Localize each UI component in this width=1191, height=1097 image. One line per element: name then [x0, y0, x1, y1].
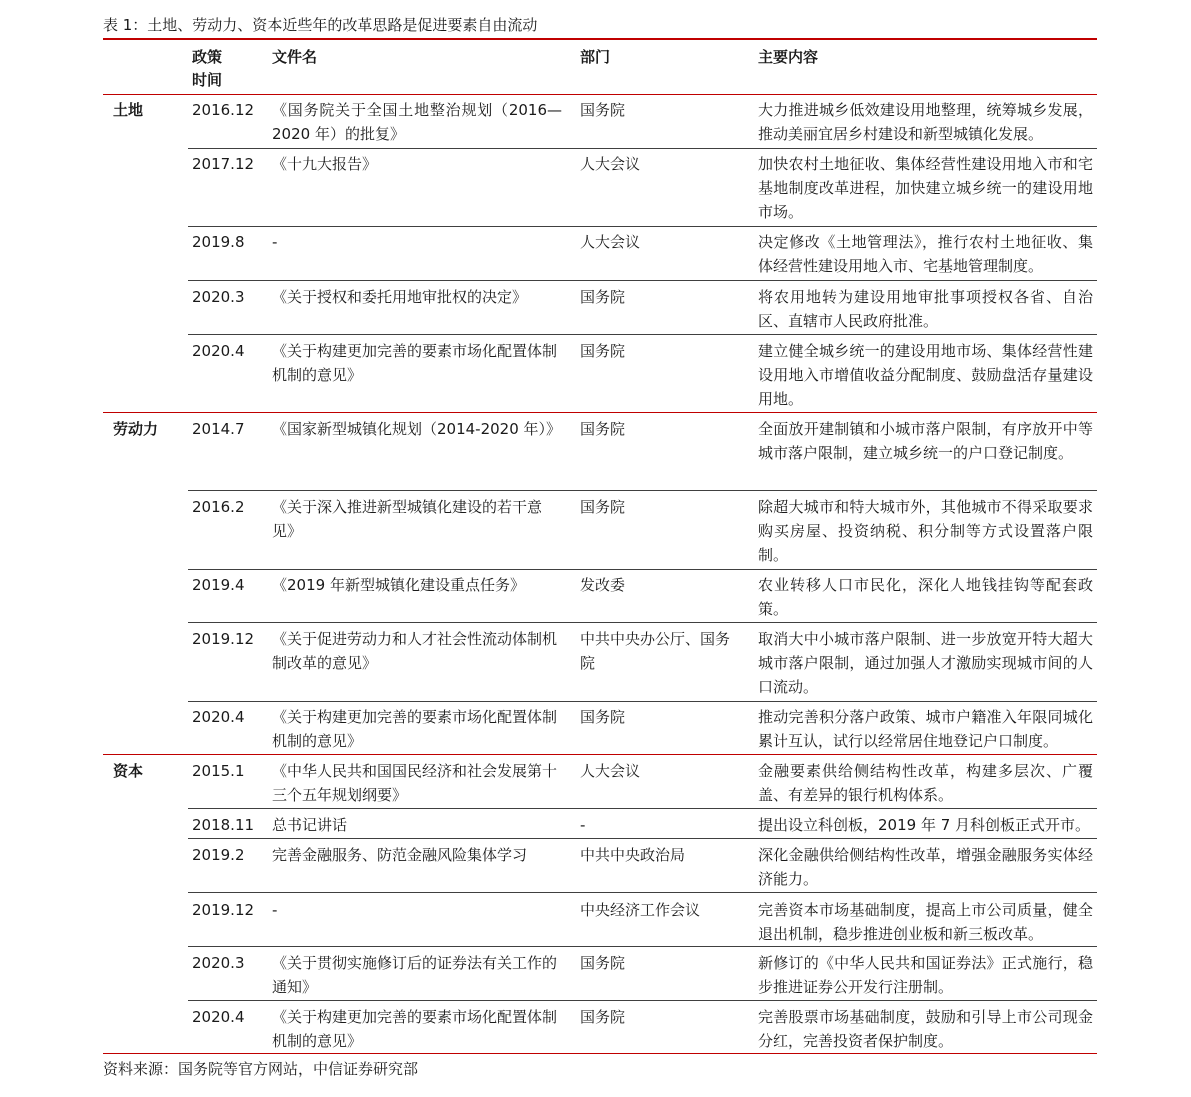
row-dept: 国务院	[580, 498, 626, 516]
row-separator	[188, 838, 1097, 839]
row-separator	[188, 148, 1097, 149]
table-caption: 表 1：土地、劳动力、资本近些年的改革思路是促进要素自由流动	[103, 16, 538, 34]
row-content: 取消大中小城市落户限制、进一步放宽开特大超大城市落户限制，通过加强人才激励实现城市间的人口流动。	[758, 630, 1093, 696]
row-dept: 中央经济工作会议	[580, 901, 701, 919]
row-separator	[188, 226, 1097, 227]
row-dept: 人大会议	[580, 762, 641, 780]
row-date: 2019.2	[192, 846, 245, 864]
header-time-line1: 政策	[192, 48, 223, 66]
header-file: 文件名	[272, 48, 318, 66]
row-file: 《关于授权和委托用地审批权的决定》	[272, 288, 528, 306]
row-date: 2020.3	[192, 288, 245, 306]
row-content: 新修订的《中华人民共和国证券法》正式施行，稳步推进证券公开发行注册制。	[758, 954, 1093, 996]
row-dept: 中共中央政治局	[580, 846, 686, 864]
category-land: 土地	[113, 101, 144, 119]
row-date: 2020.4	[192, 342, 245, 360]
row-content: 大力推进城乡低效建设用地整理，统筹城乡发展，推动美丽宜居乡村建设和新型城镇化发展。	[758, 101, 1093, 143]
row-content: 建立健全城乡统一的建设用地市场、集体经营性建设用地入市增值收益分配制度、鼓励盘活存量建设用地。	[758, 342, 1093, 408]
row-dept: 国务院	[580, 342, 626, 360]
row-file: 《十九大报告》	[272, 155, 378, 173]
row-date: 2016.2	[192, 498, 245, 516]
row-content: 决定修改《土地管理法》，推行农村土地征收、集体经营性建设用地入市、宅基地管理制度。	[758, 233, 1093, 275]
top-rule	[103, 38, 1097, 40]
row-content: 推动完善积分落户政策、城市户籍准入年限同城化累计互认，试行以经常居住地登记户口制度。	[758, 708, 1093, 750]
source-note: 资料来源：国务院等官方网站，中信证券研究部	[103, 1060, 419, 1078]
header-separator	[103, 94, 1097, 95]
row-date: 2019.12	[192, 630, 255, 648]
row-date: 2020.3	[192, 954, 245, 972]
header-time-line2: 时间	[192, 71, 223, 89]
row-separator	[188, 701, 1097, 702]
row-file: 《国务院关于全国土地整治规划（2016—2020 年）的批复》	[272, 101, 562, 143]
row-content: 完善股票市场基础制度，鼓励和引导上市公司现金分红，完善投资者保护制度。	[758, 1008, 1093, 1050]
row-date: 2014.7	[192, 420, 245, 438]
row-dept: 人大会议	[580, 155, 641, 173]
row-file: 《关于促进劳动力和人才社会性流动体制机制改革的意见》	[272, 630, 558, 672]
row-file: 《关于贯彻实施修订后的证券法有关工作的通知》	[272, 954, 558, 996]
row-dept: 中共中央办公厅、国务院	[580, 630, 731, 672]
row-file: 《国家新型城镇化规划（2014-2020 年）》	[272, 420, 562, 438]
row-dept: 国务院	[580, 708, 626, 726]
row-dept: 国务院	[580, 1008, 626, 1026]
row-date: 2016.12	[192, 101, 255, 119]
row-separator	[188, 490, 1097, 491]
row-content: 将农用地转为建设用地审批事项授权各省、自治区、直辖市人民政府批准。	[758, 288, 1093, 330]
section-separator	[103, 754, 1097, 755]
row-file: 《关于构建更加完善的要素市场化配置体制机制的意见》	[272, 1008, 558, 1050]
row-file: 完善金融服务、防范金融风险集体学习	[272, 846, 528, 864]
category-labor: 劳动力	[113, 420, 159, 438]
row-separator	[188, 1000, 1097, 1001]
row-dept: 国务院	[580, 288, 626, 306]
row-file: 总书记讲话	[272, 816, 348, 834]
bottom-rule	[103, 1053, 1097, 1054]
row-content: 金融要素供给侧结构性改革，构建多层次、广覆盖、有差异的银行机构体系。	[758, 762, 1093, 804]
header-dept: 部门	[580, 48, 611, 66]
row-file: 《关于构建更加完善的要素市场化配置体制机制的意见》	[272, 708, 558, 750]
row-date: 2017.12	[192, 155, 255, 173]
row-separator	[188, 622, 1097, 623]
row-separator	[188, 808, 1097, 809]
row-dept: -	[580, 816, 586, 834]
row-content: 除超大城市和特大城市外，其他城市不得采取要求购买房屋、投资纳税、积分制等方式设置落户限制。	[758, 498, 1093, 564]
row-date: 2020.4	[192, 708, 245, 726]
row-separator	[188, 569, 1097, 570]
section-separator	[103, 412, 1097, 413]
row-content: 提出设立科创板，2019 年 7 月科创板正式开市。	[758, 816, 1091, 834]
row-content: 农业转移人口市民化，深化人地钱挂钩等配套政策。	[758, 576, 1093, 618]
row-file: -	[272, 901, 278, 919]
category-capital: 资本	[113, 762, 144, 780]
row-dept: 国务院	[580, 420, 626, 438]
row-file: 《2019 年新型城镇化建设重点任务》	[272, 576, 525, 594]
row-dept: 国务院	[580, 954, 626, 972]
row-separator	[188, 946, 1097, 947]
row-separator	[188, 280, 1097, 281]
row-separator	[188, 334, 1097, 335]
header-content: 主要内容	[758, 48, 819, 66]
row-date: 2019.8	[192, 233, 245, 251]
row-content: 全面放开建制镇和小城市落户限制，有序放开中等城市落户限制，建立城乡统一的户口登记制度。	[758, 420, 1093, 462]
row-file: 《中华人民共和国国民经济和社会发展第十三个五年规划纲要》	[272, 762, 558, 804]
row-date: 2019.12	[192, 901, 255, 919]
row-content: 加快农村土地征收、集体经营性建设用地入市和宅基地制度改革进程，加快建立城乡统一的建设用地市场。	[758, 155, 1093, 221]
row-dept: 发改委	[580, 576, 626, 594]
row-date: 2019.4	[192, 576, 245, 594]
row-file: 《关于构建更加完善的要素市场化配置体制机制的意见》	[272, 342, 558, 384]
row-content: 深化金融供给侧结构性改革，增强金融服务实体经济能力。	[758, 846, 1093, 888]
row-dept: 国务院	[580, 101, 626, 119]
row-dept: 人大会议	[580, 233, 641, 251]
row-date: 2020.4	[192, 1008, 245, 1026]
row-file: 《关于深入推进新型城镇化建设的若干意见》	[272, 498, 543, 540]
row-date: 2015.1	[192, 762, 245, 780]
row-separator	[188, 892, 1097, 893]
row-content: 完善资本市场基础制度，提高上市公司质量，健全退出机制，稳步推进创业板和新三板改革。	[758, 901, 1093, 943]
row-date: 2018.11	[192, 816, 255, 834]
row-file: -	[272, 233, 278, 251]
